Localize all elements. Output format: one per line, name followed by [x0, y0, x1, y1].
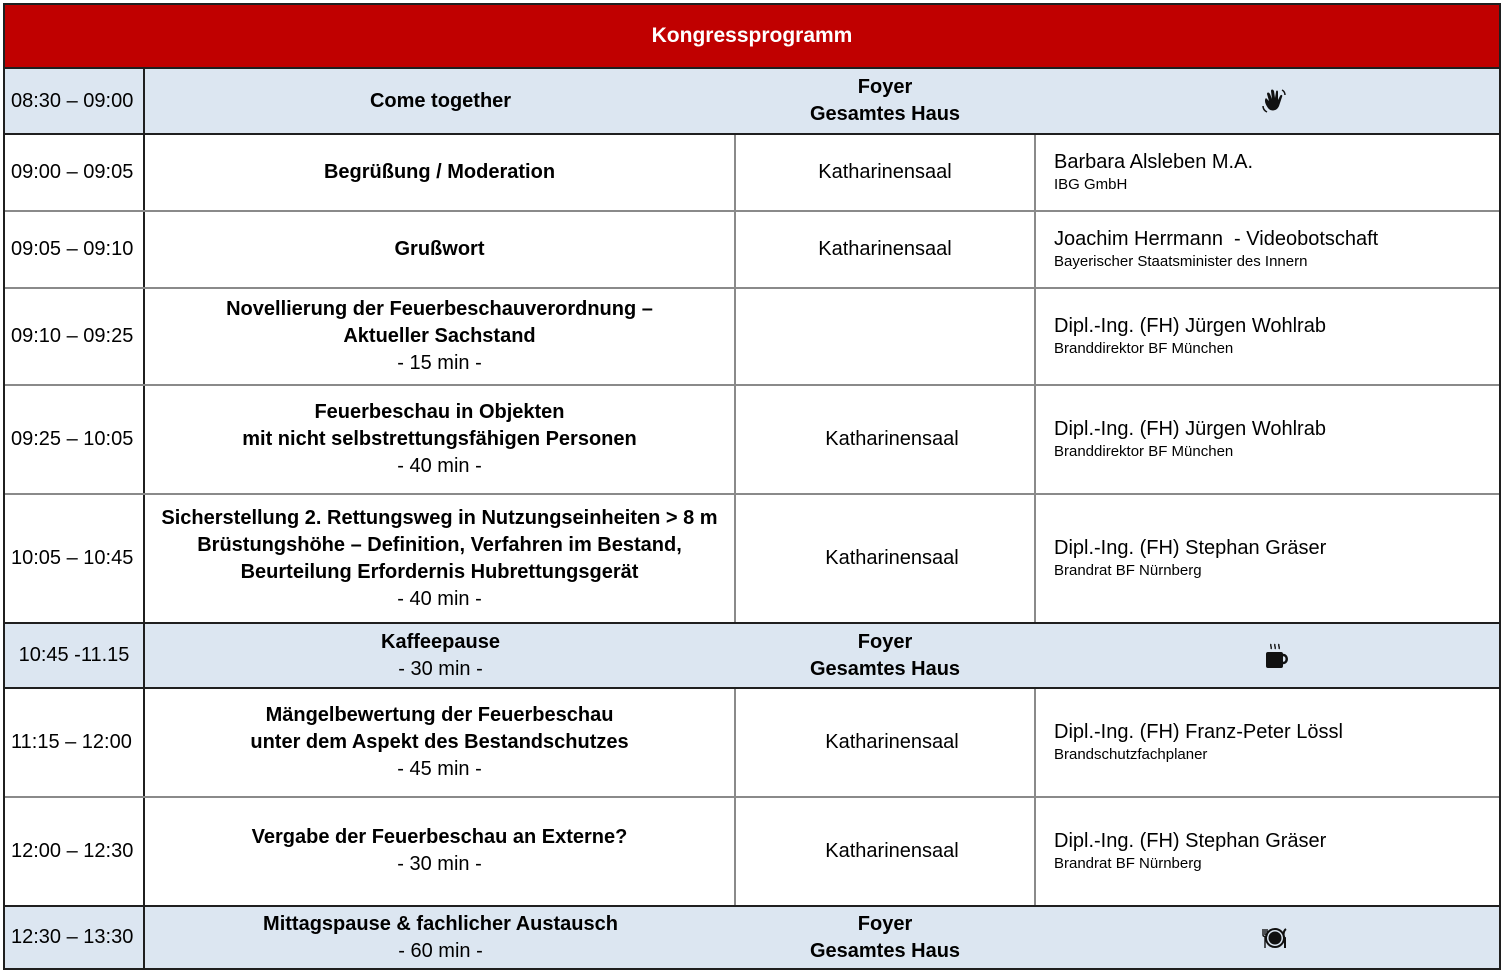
- location-cell: [785, 907, 985, 968]
- room-cell: [736, 798, 1036, 905]
- location-line1: Foyer: [857, 76, 913, 98]
- topic-title-line2: mit nicht selbstrettungsfähigen Personen: [242, 428, 637, 450]
- room-text: Katharinensaal: [825, 428, 959, 450]
- speaker-role: IBG GmbH: [1054, 175, 1128, 193]
- speaker-cell: [1036, 135, 1499, 210]
- topic-title: Mittagspause & fachlicher Austausch: [263, 912, 618, 935]
- topic-cell: [145, 212, 736, 287]
- time-cell: [5, 289, 145, 384]
- speaker-cell: [1036, 798, 1499, 905]
- time-cell: [5, 212, 145, 287]
- location-line2: Gesamtes Haus: [809, 939, 961, 962]
- speaker-name: Dipl.-Ing. (FH) Stephan Gräser: [1054, 536, 1327, 559]
- topic-duration: - 30 min -: [398, 657, 483, 680]
- topic-cell: [145, 907, 736, 968]
- icon-cell: [1205, 907, 1345, 968]
- room-text: Katharinensaal: [818, 238, 952, 260]
- location-line1: Foyer: [857, 630, 913, 653]
- time-cell: [5, 69, 145, 133]
- room-cell: [736, 289, 1036, 384]
- speaker-name: Dipl.-Ing. (FH) Stephan Gräser: [1054, 829, 1327, 852]
- topic-cell: [145, 689, 736, 796]
- speaker-name: Dipl.-Ing. (FH) Jürgen Wohlrab: [1054, 417, 1326, 440]
- table-row-vergabe: [5, 796, 1499, 905]
- topic-title-line1: Mängelbewertung der Feuerbeschau: [265, 704, 614, 726]
- location-line1: Foyer: [857, 912, 913, 935]
- time-text: 09:25 – 10:05: [11, 428, 134, 450]
- topic-cell: [145, 135, 736, 210]
- table-row-maengelbewertung: [5, 687, 1499, 796]
- topic-duration: - 30 min -: [397, 853, 482, 875]
- topic-title: Kaffeepause: [381, 630, 500, 653]
- topic-duration: - 60 min -: [398, 939, 483, 962]
- time-text: 09:05 – 09:10: [11, 238, 134, 260]
- speaker-role: Brandrat BF Nürnberg: [1054, 561, 1202, 579]
- topic-cell: [145, 798, 736, 905]
- location-cell: [785, 624, 985, 687]
- speaker-name: Barbara Alsleben M.A.: [1054, 150, 1253, 173]
- table-row-novellierung: [5, 287, 1499, 384]
- topic-title: Vergabe der Feuerbeschau an Externe?: [251, 826, 628, 848]
- waving-hand-icon: [1260, 86, 1290, 116]
- speaker-cell: [1036, 289, 1499, 384]
- topic-cell: [145, 289, 736, 384]
- topic-duration: - 40 min -: [397, 455, 482, 477]
- time-cell: [5, 907, 145, 968]
- time-text: 09:10 – 09:25: [11, 325, 134, 347]
- table-row-feuerbeschau-objekte: [5, 384, 1499, 493]
- location-line2: Gesamtes Haus: [809, 103, 961, 125]
- time-text: 12:00 – 12:30: [11, 840, 134, 862]
- table-row-rettungsweg: [5, 493, 1499, 622]
- time-text: 10:45 -11.15: [18, 644, 130, 666]
- speaker-role: Branddirektor BF München: [1054, 442, 1234, 460]
- time-text: 10:05 – 10:45: [11, 547, 134, 569]
- speaker-role: Brandrat BF Nürnberg: [1054, 854, 1202, 872]
- speaker-cell: [1036, 212, 1499, 287]
- topic-title-line1: Novellierung der Feuerbeschauverordnung –: [226, 298, 653, 320]
- topic-duration: - 45 min -: [397, 758, 482, 780]
- time-text: 09:00 – 09:05: [11, 161, 134, 183]
- topic-title: Begrüßung / Moderation: [323, 161, 556, 183]
- table-title: Kongressprogramm: [5, 5, 1499, 69]
- speaker-role: Brandschutzfachplaner: [1054, 745, 1208, 763]
- table-row-mittagspause: [5, 905, 1499, 968]
- topic-cell: [145, 624, 736, 687]
- plate-cutlery-icon: [1260, 923, 1290, 953]
- topic-duration: - 40 min -: [397, 587, 482, 610]
- room-text: Katharinensaal: [825, 840, 959, 862]
- icon-cell: [1205, 69, 1345, 133]
- time-text: 12:30 – 13:30: [11, 926, 134, 948]
- time-cell: [5, 386, 145, 493]
- topic-cell: [145, 69, 736, 133]
- speaker-name: Joachim Herrmann - Videobotschaft: [1054, 227, 1379, 250]
- topic-duration: - 15 min -: [397, 352, 482, 374]
- speaker-cell: [1036, 689, 1499, 796]
- speaker-cell: [1036, 495, 1499, 622]
- icon-cell: [1205, 624, 1345, 687]
- topic-title: Grußwort: [394, 238, 485, 260]
- topic-title-line2: Aktueller Sachstand: [343, 325, 536, 347]
- room-cell: [736, 689, 1036, 796]
- room-text: Katharinensaal: [818, 161, 952, 183]
- room-cell: [736, 386, 1036, 493]
- topic-title-line1: Sicherstellung 2. Rettungsweg in Nutzungseinheiten > 8 m: [161, 506, 718, 529]
- topic-title-line2: unter dem Aspekt des Bestandschutzes: [250, 731, 629, 753]
- table-row-come-together: [5, 69, 1499, 133]
- room-cell: [736, 212, 1036, 287]
- table-row-begruessung: [5, 133, 1499, 210]
- room-text: Katharinensaal: [825, 547, 959, 569]
- topic-title-line2: Brüstungshöhe – Definition, Verfahren im Bestand,: [197, 533, 682, 556]
- room-cell: [736, 135, 1036, 210]
- time-cell: [5, 798, 145, 905]
- speaker-cell: [1036, 386, 1499, 493]
- topic-cell: [145, 495, 736, 622]
- topic-cell: [145, 386, 736, 493]
- time-cell: [5, 689, 145, 796]
- speaker-role: Bayerischer Staatsminister des Innern: [1054, 252, 1308, 270]
- speaker-name: Dipl.-Ing. (FH) Jürgen Wohlrab: [1054, 314, 1326, 337]
- time-text: 11:15 – 12:00: [11, 731, 132, 753]
- topic-title-line1: Feuerbeschau in Objekten: [314, 401, 565, 423]
- room-cell: [736, 495, 1036, 622]
- topic-title-line3: Beurteilung Erfordernis Hubrettungsgerät: [240, 560, 639, 583]
- location-cell: [785, 69, 985, 133]
- table-row-grusswort: [5, 210, 1499, 287]
- location-line2: Gesamtes Haus: [809, 657, 961, 680]
- program-table: [3, 3, 1501, 970]
- table-row-kaffeepause: [5, 622, 1499, 687]
- coffee-cup-icon: [1260, 641, 1290, 671]
- time-cell: [5, 624, 145, 687]
- speaker-role: Branddirektor BF München: [1054, 339, 1234, 357]
- speaker-name: Dipl.-Ing. (FH) Franz-Peter Lössl: [1054, 720, 1343, 743]
- topic-title: Come together: [369, 89, 512, 112]
- time-cell: [5, 135, 145, 210]
- time-cell: [5, 495, 145, 622]
- room-text: Katharinensaal: [825, 731, 959, 753]
- time-text: 08:30 – 09:00: [11, 89, 134, 112]
